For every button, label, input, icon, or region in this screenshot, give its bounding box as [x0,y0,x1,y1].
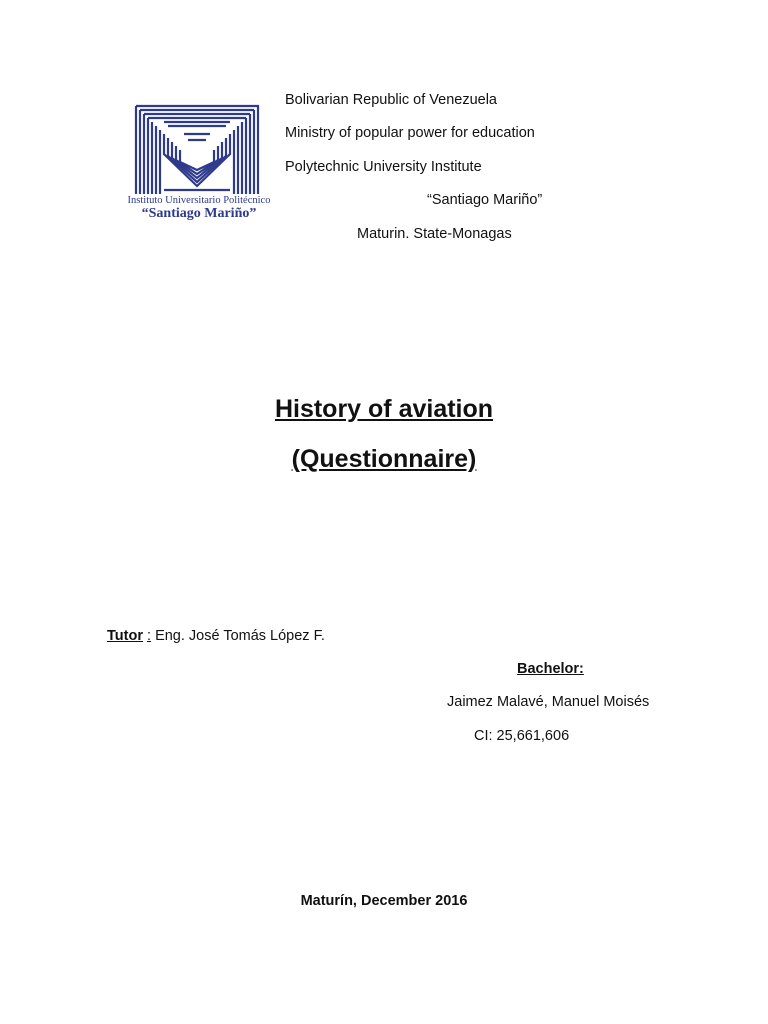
header-country: Bolivarian Republic of Venezuela [285,92,497,108]
place-date: Maturín, December 2016 [300,893,468,909]
header-institute: Polytechnic University Institute [285,159,482,175]
header-institute-name: “Santiago Mariño” [427,192,543,208]
bachelor-name: Jaimez Malavé, Manuel Moisés [447,694,650,710]
tutor-name: Eng. José Tomás López F. [155,628,325,644]
bachelor-label: Bachelor: [517,661,584,677]
tutor-separator: : [147,628,152,644]
document-title: History of aviation [274,395,494,423]
logo-caption-bottom: “Santiago Mariño” [141,206,257,221]
tutor-line [107,628,325,644]
header-ministry: Ministry of popular power for education [285,125,535,141]
tutor-label: Tutor [107,628,143,644]
document-subtitle: (Questionnaire) [291,445,477,473]
header-location: Maturin. State-Monagas [357,226,512,242]
logo-caption-top: Instituto Universitario Politécnico [127,195,271,206]
bachelor-ci: CI: 25,661,606 [474,728,570,744]
